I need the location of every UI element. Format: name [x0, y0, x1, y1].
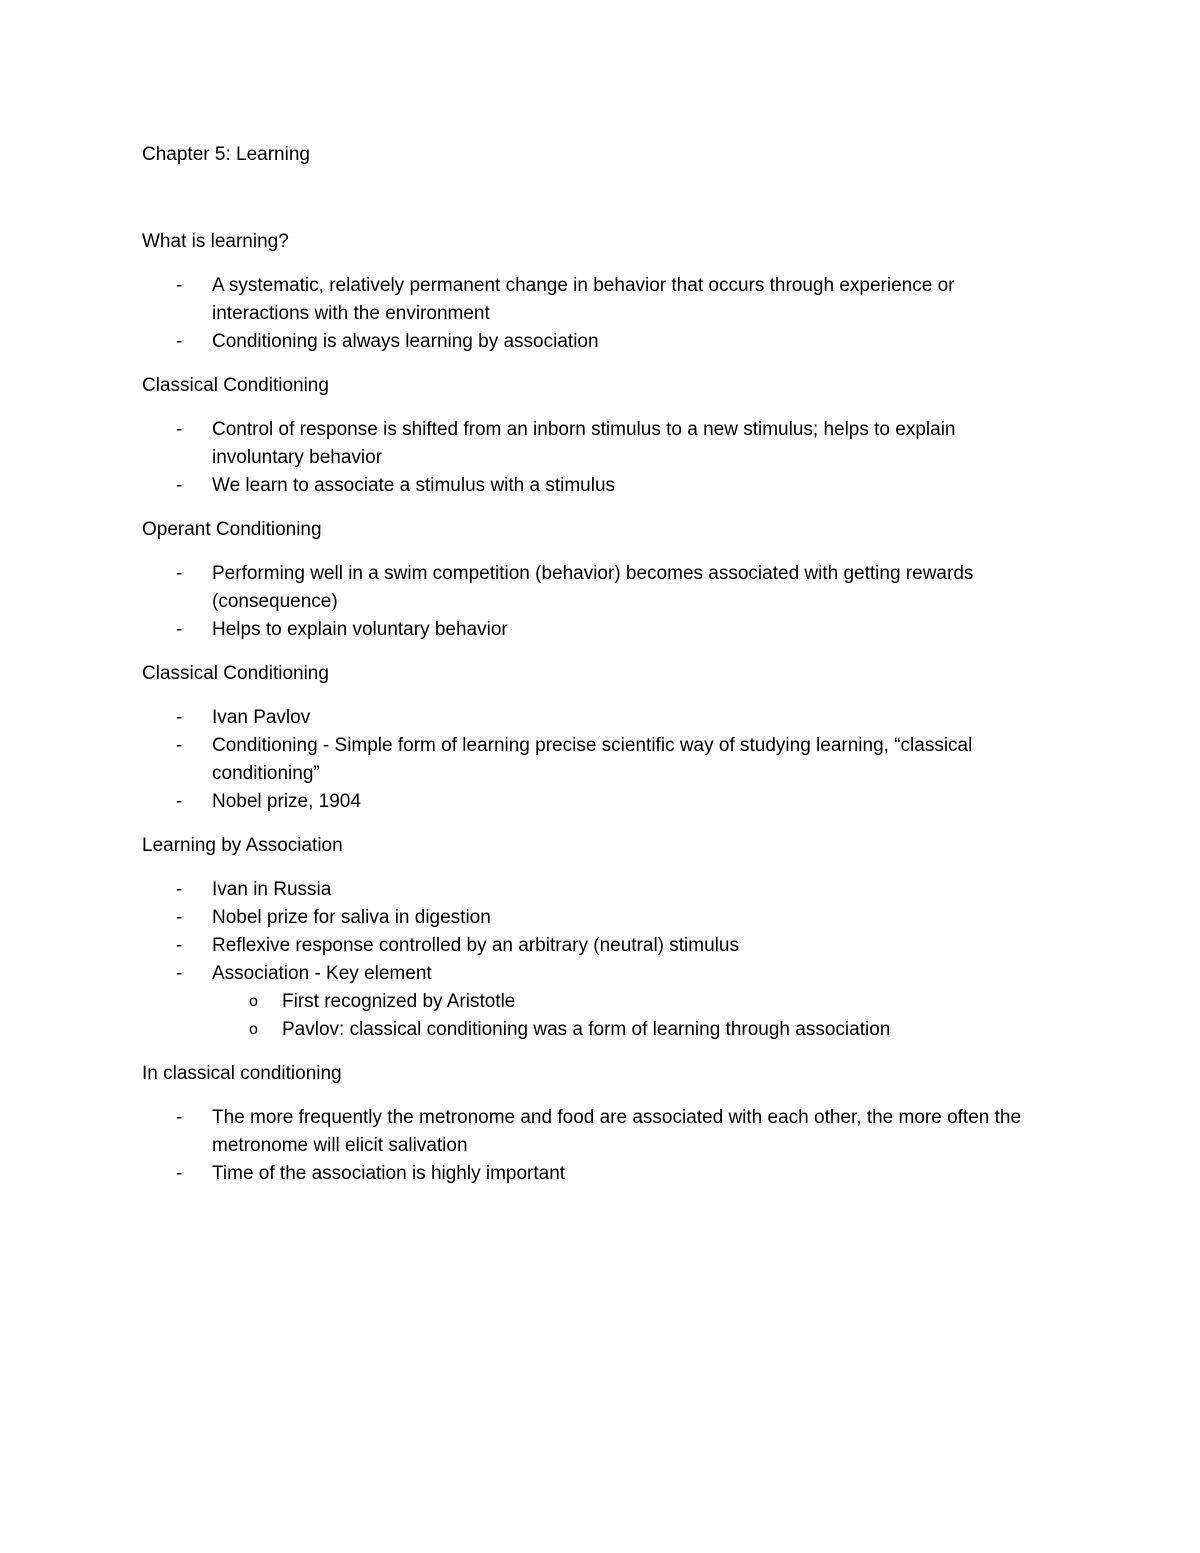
dash-bullet: - [176, 419, 183, 440]
list-item-text: Time of the association is highly important [212, 1163, 566, 1184]
list-item [142, 732, 1042, 788]
list-item-text: Nobel prize, 1904 [212, 791, 361, 812]
section-heading: Classical Conditioning [142, 375, 329, 396]
list-item-text: Nobel prize for saliva in digestion [212, 907, 491, 928]
list-item-text: Ivan in Russia [212, 879, 332, 900]
dash-bullet: - [176, 707, 183, 728]
bullet-list [142, 704, 1042, 816]
list-item [142, 932, 1042, 960]
list-item [142, 904, 1042, 932]
dash-bullet: - [176, 735, 183, 756]
dash-bullet: - [176, 331, 183, 352]
dash-bullet: - [176, 963, 183, 984]
list-item [142, 960, 1042, 1044]
dash-bullet: - [176, 619, 183, 640]
dash-bullet: - [176, 791, 183, 812]
list-item [142, 616, 1042, 644]
list-item-text: Ivan Pavlov [212, 707, 311, 728]
bullet-list [142, 560, 1042, 644]
bullet-list [142, 416, 1042, 500]
list-item [142, 788, 1042, 816]
circle-bullet: o [249, 993, 258, 1010]
circle-bullet: o [249, 1021, 258, 1038]
list-item-text: We learn to associate a stimulus with a stimulus [212, 475, 616, 496]
list-item [142, 272, 1042, 328]
list-item [142, 704, 1042, 732]
sub-list-item-text: Pavlov: classical conditioning was a form of learning through association [282, 1019, 891, 1040]
list-item-text: Control of response is shifted from an inborn stimulus to a new stimulus; helps to explain involuntary behavior [212, 419, 956, 468]
dash-bullet: - [176, 275, 183, 296]
sub-bullet-list [212, 988, 1042, 1044]
list-item [142, 1104, 1042, 1160]
section-heading: What is learning? [142, 231, 289, 252]
list-item-text: Helps to explain voluntary behavior [212, 619, 508, 640]
bullet-list [142, 876, 1042, 1044]
list-item [142, 416, 1042, 472]
section-heading: Learning by Association [142, 835, 343, 856]
document-page [142, 141, 1042, 1204]
dash-bullet: - [176, 879, 183, 900]
list-item [142, 472, 1042, 500]
list-item-text: Conditioning - Simple form of learning precise scientific way of studying learning, “classical conditioning” [212, 735, 973, 784]
bullet-list [142, 1104, 1042, 1188]
section-heading: In classical conditioning [142, 1063, 342, 1084]
sub-list-item-text: First recognized by Aristotle [282, 991, 516, 1012]
dash-bullet: - [176, 563, 183, 584]
dash-bullet: - [176, 1107, 183, 1128]
dash-bullet: - [176, 935, 183, 956]
list-item [142, 560, 1042, 616]
dash-bullet: - [176, 475, 183, 496]
list-item [142, 328, 1042, 356]
list-item-text: A systematic, relatively permanent change in behavior that occurs through experience or interactions with the environment [212, 275, 955, 324]
document-title: Chapter 5: Learning [142, 144, 310, 165]
list-item [142, 1160, 1042, 1188]
dash-bullet: - [176, 907, 183, 928]
list-item-text: Conditioning is always learning by association [212, 331, 599, 352]
list-item-text: The more frequently the metronome and food are associated with each other, the more often the metronome will elicit salivation [212, 1107, 1022, 1156]
list-item-text: Performing well in a swim competition (behavior) becomes associated with getting rewards (consequence) [212, 563, 974, 612]
list-item-text: Reflexive response controlled by an arbitrary (neutral) stimulus [212, 935, 739, 956]
list-item [142, 876, 1042, 904]
section-heading: Operant Conditioning [142, 519, 322, 540]
section-heading: Classical Conditioning [142, 663, 329, 684]
list-item-text: Association - Key element [212, 963, 432, 984]
bullet-list [142, 272, 1042, 356]
dash-bullet: - [176, 1163, 183, 1184]
sub-list-item [142, 988, 1042, 1016]
sub-list-item [142, 1016, 1042, 1044]
